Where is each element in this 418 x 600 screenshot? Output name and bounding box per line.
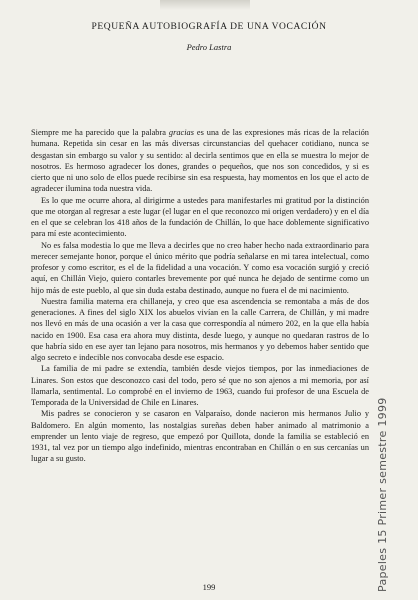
paragraph-6: Mis padres se conocieron y se casaron en Valparaíso, donde nacieron mis hermanos Julio y Baldomero. En algún momento, las nostalgias sureñas deben haber animado al matrimonio a emprender un lento viaje de regreso, que empezó por Quillota, donde la familia se estableció en 1931, tal vez por un tiempo algo indefinido, mientras encontraban en Chillán o en sus cercanías un lugar a su gusto. — [31, 409, 369, 464]
paragraph-5: La familia de mi padre se extendía, también desde viejos tiempos, por las inmediaciones de Linares. Son estos que desconozco casi del todo, pero sé que no son ajenos a mi memoria, por así llamarla, sentimental. Lo comprobé en el invierno de 1963, cuando fui profesor de una Escuela de Temporada de la Universidad de Chile en Linares. — [31, 364, 369, 407]
paragraph-1: Siempre me ha parecido que la palabra gracias es una de las expresiones más ricas de la relación humana. Repetida sin cesar en las más diversas circunstancias del quehacer cotidiano, nunca se desgastan sin embargo su valor y su sentido: al decirla sentimos que en ella se muestra lo mejor de nosotros. Es hermoso agradecer los dones, grandes o pequeños, que nos son concedidos, y si es cierto que ni uno solo de ellos puede recibirse sin esa respuesta, hay momentos en los que el acto de agradecer ilumina toda nuestra vida. — [31, 128, 369, 194]
document-title: PEQUEÑA AUTOBIOGRAFÍA DE UNA VOCACIÓN — [91, 22, 327, 32]
paragraph-4: Nuestra familia materna era chillaneja, y creo que esa ascendencia se remontaba a más de dos generaciones. A fines del siglo XIX los abuelos vivían en la calle Carrera, de Chillán, y mi madre nos llevó en más de una ocasión a ver la casa que correspondía al número 202, en la que ella había nacido en 1900. Esa casa era ahora muy distinta, desde luego, y aunque no quedaran rastros de lo que habría sido en ese ayer tan lejano para nosotros, mis hermanos y yo debemos haber sentido que algo secreto e indecible nos convocaba desde ese espacio. — [31, 296, 369, 362]
emphasized-word: gracias — [168, 128, 194, 137]
paragraph-3: No es falsa modestia lo que me lleva a decirles que no creo haber hecho nada extraordinario para merecer semejante honor, porque el único mérito que podría señalarse en mi tarea intelectual, como profesor y como escritor, es el de la fidelidad a una vocación. Y como esa vocación surgió y creció aquí, en Chillán Viejo, quiero contarles brevemente por qué nunca he dejado de sentirme como un hijo más de este pueblo, al que sin duda estaba destinado, aunque no fuera el de mi nacimiento. — [31, 240, 369, 295]
margin-note: Papeles 15 Primer semestre 1999 — [376, 397, 389, 592]
paragraph-2: Es lo que me ocurre ahora, al dirigirme a ustedes para manifestarles mi gratitud por la distinción que me otorgan al regresar a este lugar (el lugar en el que reconozco mi origen verdadero) y en el día en el que se celebran los 418 años de la fundación de Chillán, lo que hace doblemente significativo para mí este acontecimiento. — [31, 195, 369, 239]
scan-smudge — [160, 0, 250, 10]
document-body — [31, 127, 369, 465]
document-author: Pedro Lastra — [186, 42, 232, 52]
page-number: 199 — [202, 582, 216, 592]
